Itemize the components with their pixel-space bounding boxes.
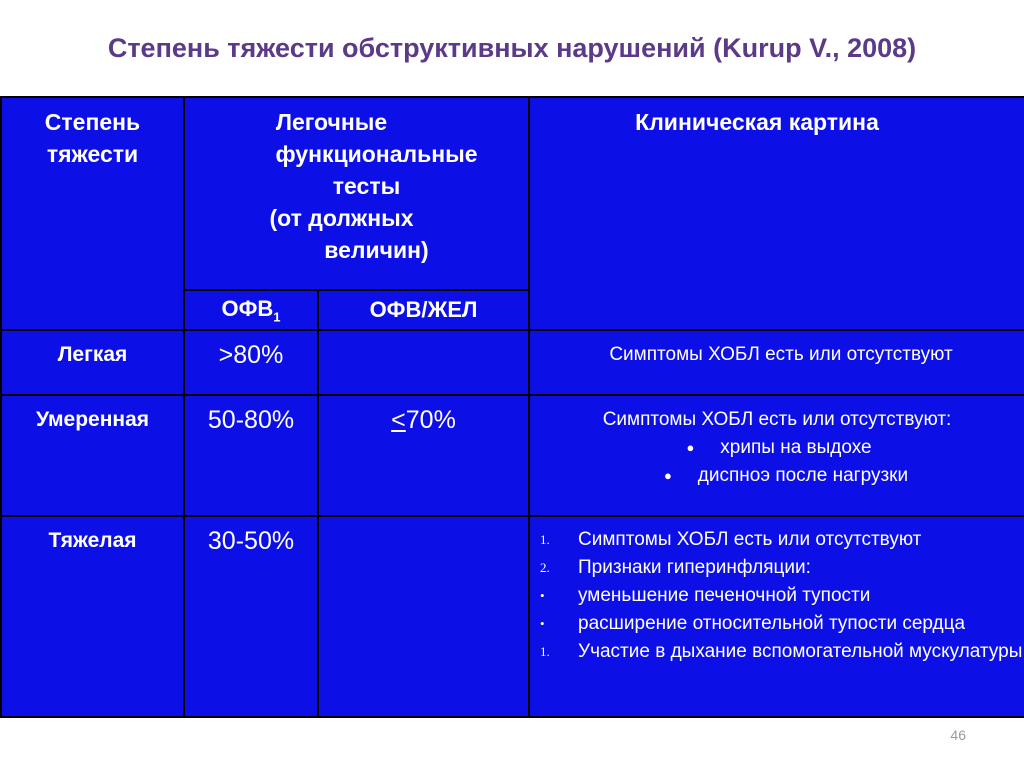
bullet-icon: ●: [686, 440, 695, 455]
fev-vc-cell: [318, 395, 529, 516]
page-number: 46: [950, 727, 966, 743]
list-item: [530, 434, 1024, 462]
less-or-equal-sign: <: [391, 406, 406, 434]
list-marker: 2.: [540, 560, 550, 575]
list-item: [530, 583, 1024, 609]
severity-cell: Тяжелая: [1, 516, 184, 717]
severity-table: [0, 96, 1024, 718]
clinical-cell: [529, 516, 1024, 717]
fev-vc-value: 70%: [405, 406, 456, 434]
list-item: [530, 527, 1024, 553]
bullet-icon: ●: [663, 468, 672, 484]
header-severity: [1, 97, 184, 330]
severity-cell: Легкая: [1, 330, 184, 395]
header-fev1-label: ОФВ: [221, 295, 274, 321]
list-item-text: диспноэ после нагрузки: [697, 465, 909, 487]
header-tests-line5: величин): [324, 237, 429, 263]
list-item-text: хрипы на выдохе: [720, 437, 872, 459]
list-item: [530, 555, 1024, 581]
header-clinical: [529, 97, 1024, 330]
list-marker: 1.: [540, 532, 550, 547]
list-marker: 1.: [540, 644, 550, 659]
list-item-text: Участие в дыхание вспомогательной мускулатуры: [578, 641, 1023, 662]
list-item-text: Симптомы ХОБЛ есть или отсутствуют: [578, 529, 922, 550]
clinical-text: Симптомы ХОБЛ есть или отсутствуют: [609, 344, 953, 365]
header-fev1: [184, 290, 318, 330]
header-tests-line2: функциональные: [275, 141, 478, 167]
list-marker: •: [540, 616, 545, 631]
header-tests-line4: (от должных: [269, 205, 414, 231]
header-clinical-label: Клиническая картина: [635, 109, 879, 135]
list-item: [530, 639, 1024, 665]
header-tests-line1: Легочные: [275, 109, 388, 135]
header-row: [1, 97, 1024, 290]
table-row: [1, 395, 1024, 516]
list-item-text: уменьшение печеночной тупости: [578, 585, 871, 606]
header-fev1-subscript: 1: [273, 309, 281, 325]
header-severity-label: Степень тяжести: [44, 109, 141, 167]
severity-cell: Умеренная: [1, 395, 184, 516]
clinical-list: [530, 527, 1024, 665]
table-row: [1, 516, 1024, 717]
list-item-text: расширение относительной тупости сердца: [578, 613, 966, 634]
fev-vc-cell: [318, 330, 529, 395]
header-fev-vc: ОФВ/ЖЕЛ: [318, 290, 529, 330]
list-item-text: Признаки гиперинфляции:: [578, 557, 811, 578]
fev-vc-cell: [318, 516, 529, 717]
header-tests: [184, 97, 529, 290]
fev1-cell: 30-50%: [184, 516, 318, 717]
list-item: [530, 611, 1024, 637]
list-marker: •: [540, 588, 545, 603]
table-row: [1, 330, 1024, 395]
clinical-cell: [529, 330, 1024, 395]
list-item: [530, 462, 1024, 490]
fev1-cell: >80%: [184, 330, 318, 395]
fev1-cell: 50-80%: [184, 395, 318, 516]
clinical-cell: [529, 395, 1024, 516]
header-tests-line3: тесты: [332, 173, 401, 199]
clinical-text: Симптомы ХОБЛ есть или отсутствуют:: [602, 409, 952, 430]
page-title: Степень тяжести обструктивных нарушений (Kurup V., 2008): [107, 33, 917, 63]
